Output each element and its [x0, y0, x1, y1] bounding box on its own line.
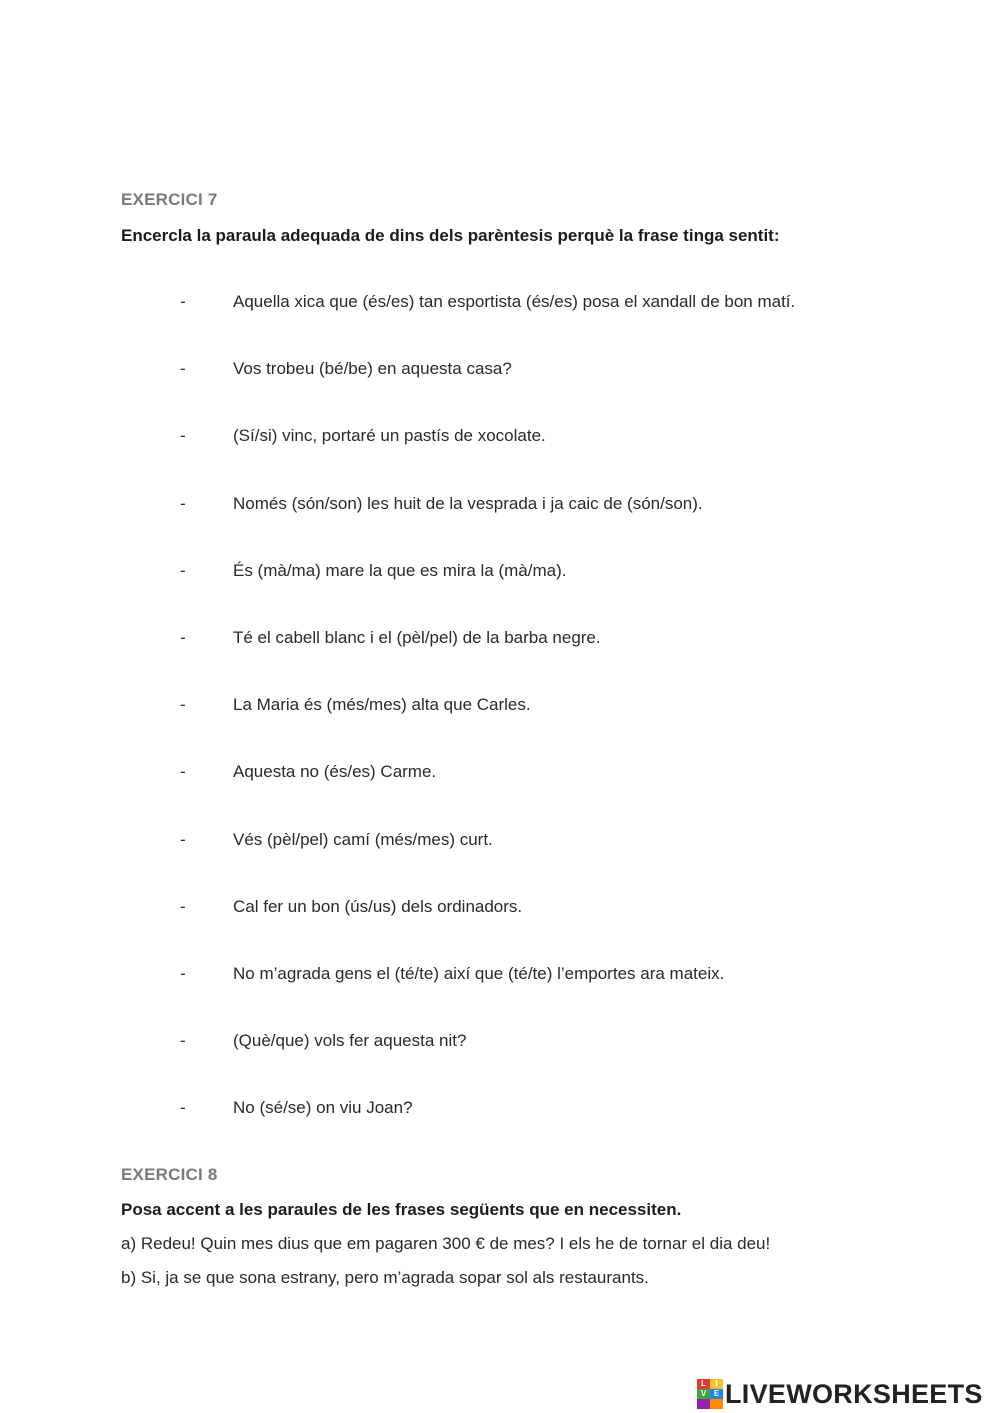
- list-dash: -: [180, 494, 186, 513]
- sentence-text: Vés (pèl/pel) camí (més/mes) curt.: [233, 830, 493, 849]
- sentence-text: Aquesta no (és/es) Carme.: [233, 762, 437, 781]
- exercise-8-title: EXERCICI 8: [121, 1165, 218, 1184]
- sentence-text: Cal fer un bon (ús/us) dels ordinadors.: [233, 897, 523, 916]
- list-dash: -: [180, 762, 186, 781]
- exercise-8-sentence-a: a) Redeu! Quin mes dius que em pagaren 300 € de mes? I els he de tornar el dia deu!: [121, 1234, 771, 1253]
- list-dash: -: [180, 964, 186, 983]
- list-dash: -: [180, 359, 186, 378]
- sentence-text: Només (són/son) les huit de la vesprada i ja caic de (són/son).: [233, 494, 703, 513]
- list-dash: -: [180, 897, 186, 916]
- sentence-text: La Maria és (més/mes) alta que Carles.: [233, 695, 531, 714]
- logo-tile: V: [697, 1389, 710, 1399]
- list-dash: -: [180, 426, 186, 445]
- brand-name: LIVEWORKSHEETS: [725, 1378, 983, 1409]
- sentence-text: (Què/que) vols fer aquesta nit?: [233, 1031, 467, 1050]
- exercise-7-instruction: Encercla la paraula adequada de dins dels parèntesis perquè la frase tinga sentit:: [121, 226, 780, 245]
- exercise-8-instruction: Posa accent a les paraules de les frases següents que en necessiten.: [121, 1200, 682, 1219]
- logo-tile: I: [710, 1379, 723, 1389]
- list-dash: -: [180, 1031, 186, 1050]
- sentence-text: Aquella xica que (és/es) tan esportista (és/es) posa el xandall de bon matí.: [233, 292, 796, 311]
- logo-tile: [710, 1399, 723, 1409]
- sentence-text: No m’agrada gens el (té/te) així que (té/te) l’emportes ara mateix.: [233, 964, 725, 983]
- logo-tile: [697, 1399, 710, 1409]
- list-dash: -: [180, 830, 186, 849]
- logo-tile: E: [710, 1389, 723, 1399]
- sentence-text: Té el cabell blanc i el (pèl/pel) de la barba negre.: [233, 628, 601, 647]
- logo-tile: L: [697, 1379, 710, 1389]
- liveworksheets-brand: [697, 1377, 983, 1411]
- list-dash: -: [180, 628, 186, 647]
- liveworksheets-logo-icon: [697, 1379, 723, 1409]
- sentence-text: Vos trobeu (bé/be) en aquesta casa?: [233, 359, 512, 378]
- list-dash: -: [180, 292, 186, 311]
- sentence-text: (Sí/si) vinc, portaré un pastís de xocolate.: [233, 426, 546, 445]
- list-dash: -: [180, 1098, 186, 1117]
- exercise-7-title: EXERCICI 7: [121, 190, 218, 209]
- sentence-text: És (mà/ma) mare la que es mira la (mà/ma).: [233, 561, 567, 580]
- list-dash: -: [180, 695, 186, 714]
- list-dash: -: [180, 561, 186, 580]
- sentence-text: No (sé/se) on viu Joan?: [233, 1098, 413, 1117]
- exercise-8-sentence-b: b) Si, ja se que sona estrany, pero m’agrada sopar sol als restaurants.: [121, 1268, 649, 1287]
